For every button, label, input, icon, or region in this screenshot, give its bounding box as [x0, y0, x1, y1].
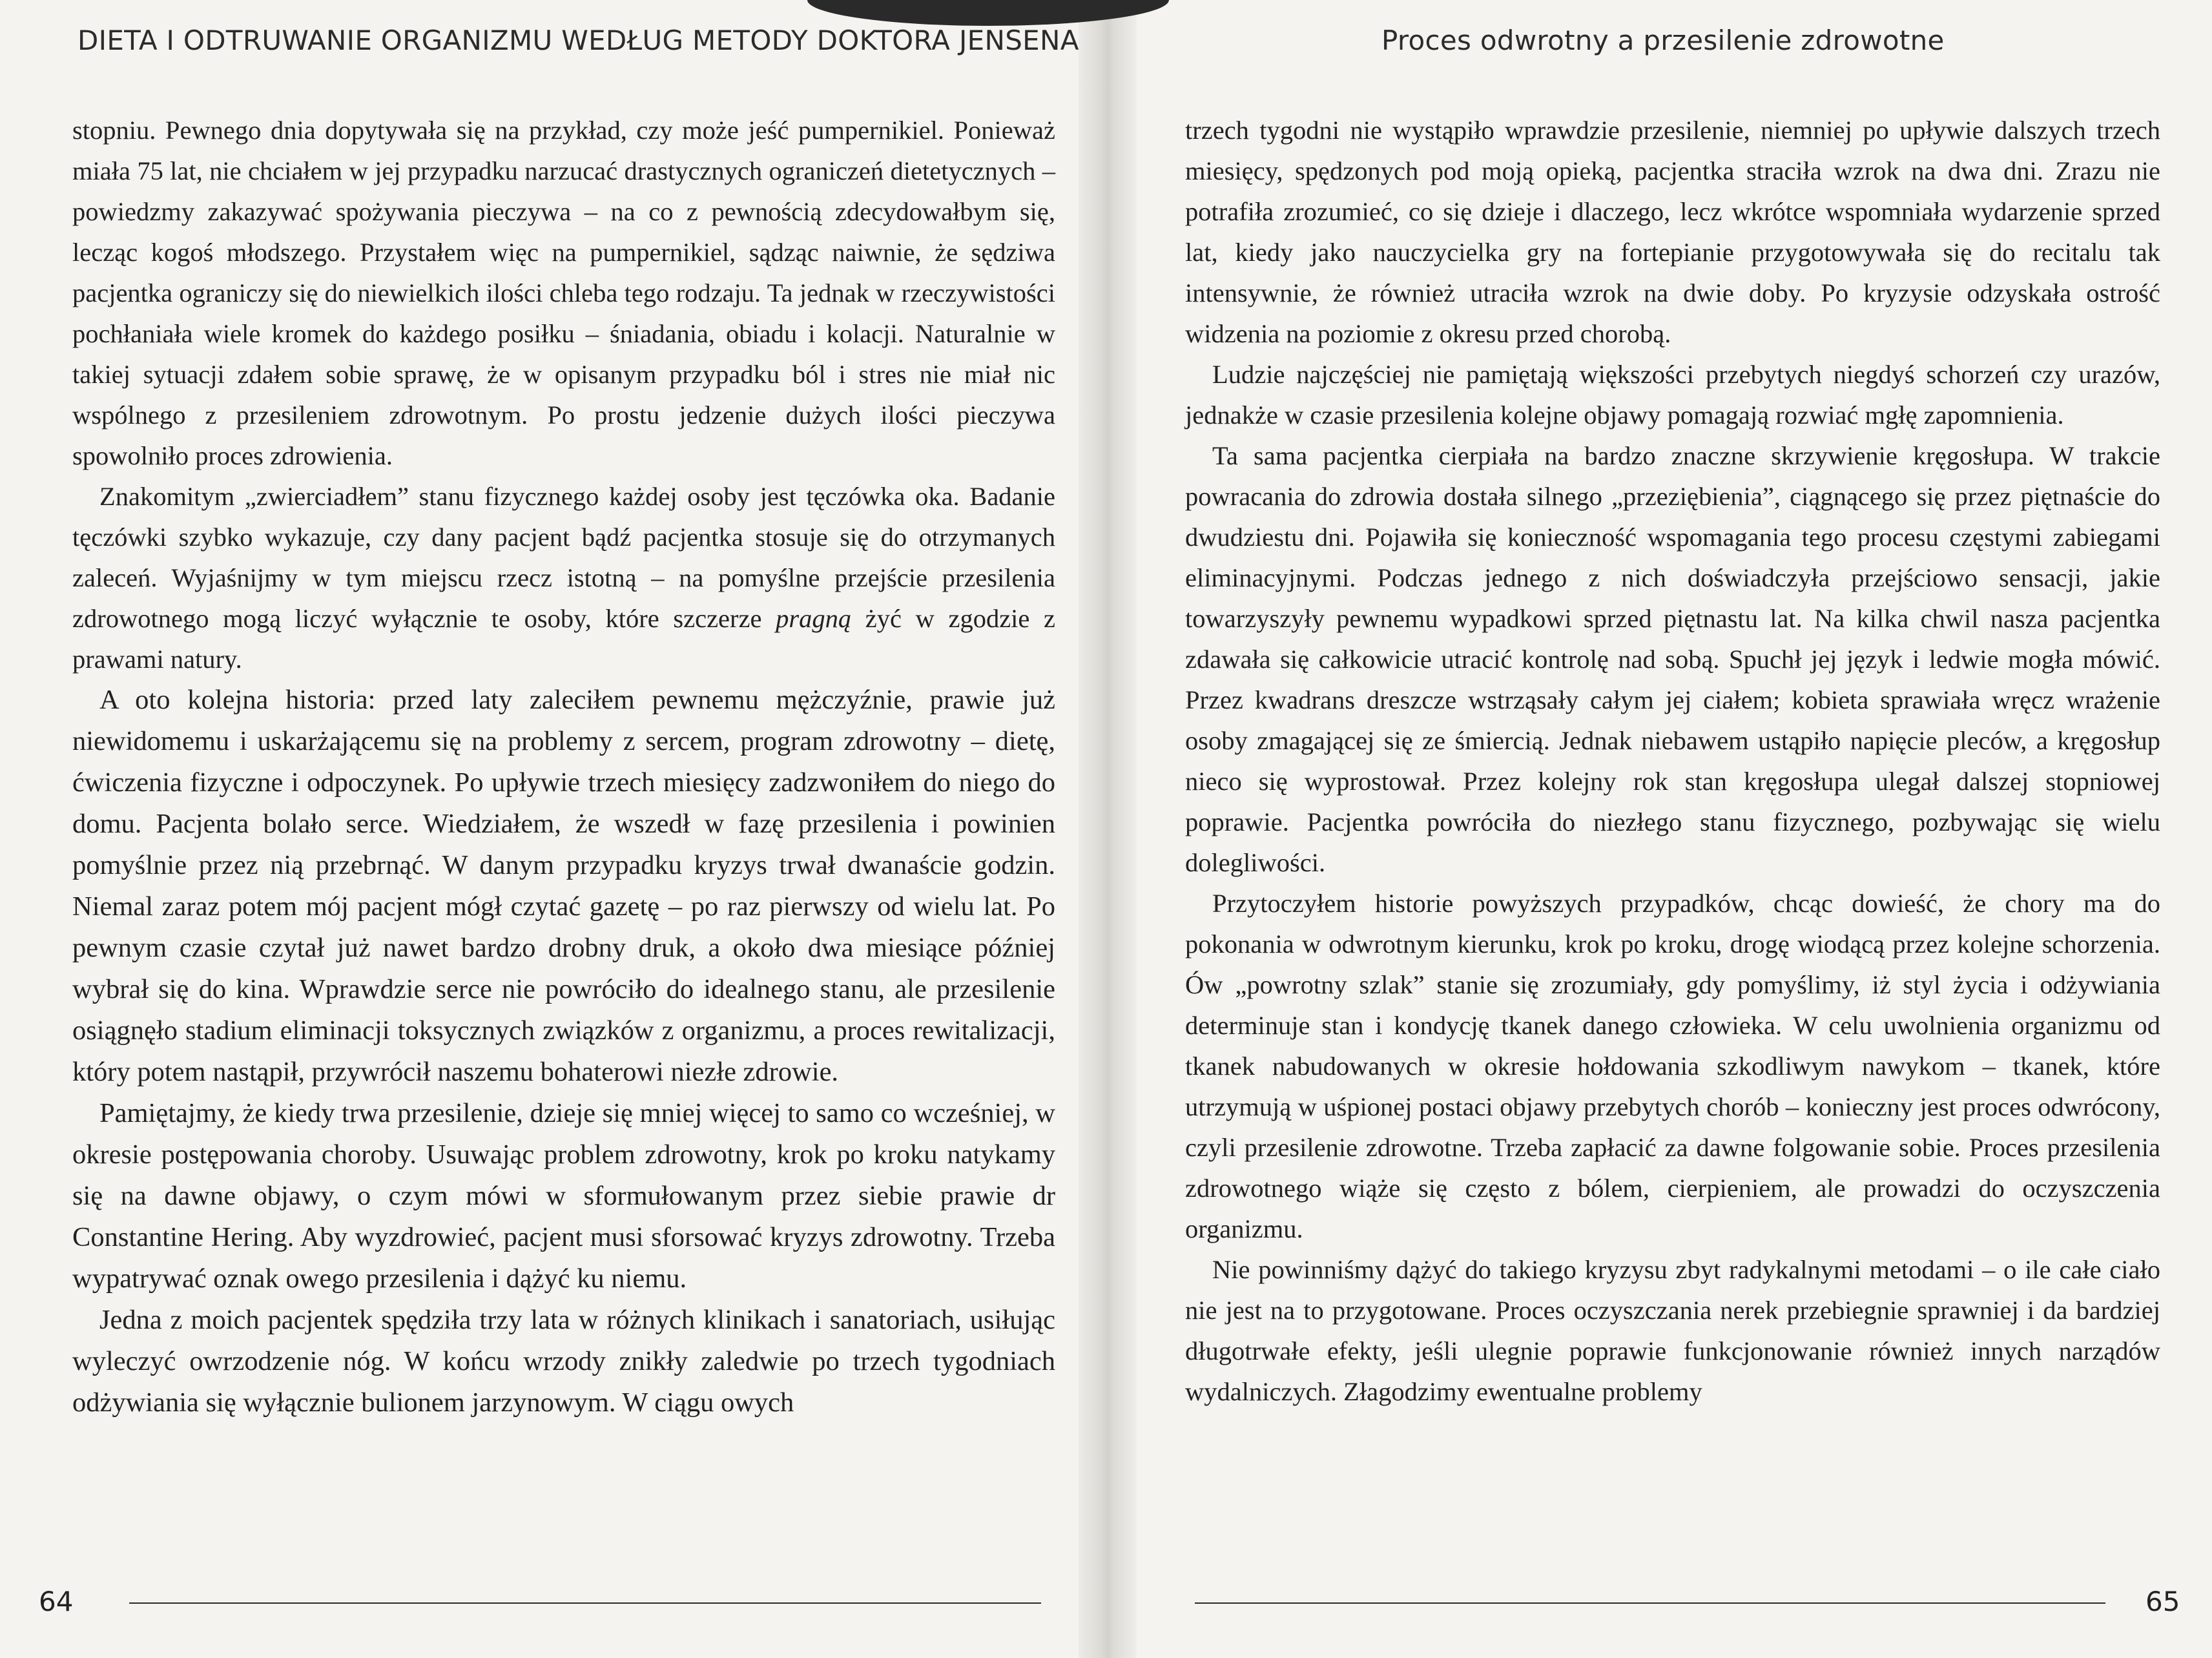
left-running-head: DIETA I ODTRUWANIE ORGANIZMU WEDŁUG METODY DOKTORA JENSENA — [78, 25, 1079, 56]
right-page — [1130, 0, 2212, 1658]
right-running-head: Proces odwrotny a przesilenie zdrowotne — [1381, 25, 1945, 56]
paragraph: trzech tygodni nie wystąpiło wprawdzie przesilenie, niemniej po upływie dalszych trzech miesięcy, spędzonych pod moją opieką, pacjentka straciła wzrok na dwa dni. Zrazu nie potrafiła zrozumieć, co się dzieje i dlaczego, lecz wkrótce wspomniała wydarzenie sprzed lat, kiedy jako nauczycielka gry na fortepianie przygotowywała się do recitalu tak intensywnie, że również utraciła wzrok na dwie doby. Po kryzysie odzyskała ostrość widzenia na poziomie z okresu przed chorobą. — [1185, 116, 2160, 348]
paragraph-text: Znakomitym „zwierciadłem” stanu fizycznego każdej osoby jest tęczówka oka. Badanie tęczówki szybko wykazuje, czy dany pacjent bądź pacjentka stosuje się do otrzymanych zaleceń. Wyjaśnijmy w tym miejscu rzecz istotną – na pomyślne przejście przesilenia zdrowotnego mogą liczyć wyłącznie te osoby, które szczerze — [72, 482, 1055, 633]
paragraph — [72, 476, 1055, 679]
paragraph: Pamiętajmy, że kiedy trwa przesilenie, dzieje się mniej więcej to samo co wcześniej, w okresie postępowania choroby. Usuwając problem zdrowotny, krok po kroku natykamy się na dawne objawy, o czym mówi w sformułowanym przez siebie prawie dr Constantine Hering. Aby wyzdrowieć, pacjent musi sforsować kryzys zdrowotny. Trzeba wypatrywać oznak owego przesilenia i dążyć ku niemu. — [72, 1098, 1055, 1294]
right-body-text — [1185, 110, 2160, 1412]
paragraph: A oto kolejna historia: przed laty zaleciłem pewnemu mężczyźnie, prawie już niewidomemu i uskarżającemu się na problemy z sercem, program zdrowotny – dietę, ćwiczenia fizyczne i odpoczynek. Po upływie trzech miesięcy zadzwoniłem do niego do domu. Pacjenta bolało serce. Wiedziałem, że wszedł w fazę przesilenia i powinien pomyślnie przez nią przebrnąć. W danym przypadku kryzys trwał dwanaście godzin. Niemal zaraz potem mój pacjent mógł czytać gazetę – po raz pierwszy od wielu lat. Po pewnym czasie czytał już nawet bardzo drobny druk, a około dwa miesiące później wybrał się do kina. Wprawdzie serce nie powróciło do idealnego stanu, ale przesilenie osiągnęło stadium eliminacji toksycznych związków z organizmu, a proces rewitalizacji, który potem nastąpił, przywrócił naszemu bohaterowi niezłe zdrowie. — [72, 685, 1055, 1087]
right-page-number: 65 — [2145, 1586, 2180, 1617]
left-body-text — [72, 110, 1055, 1424]
paragraph-text-after: żyć w zgodzie z prawami natury. — [72, 604, 1056, 674]
left-page-number: 64 — [39, 1586, 74, 1617]
left-page — [0, 0, 1091, 1658]
left-footer-rule — [129, 1602, 1041, 1604]
paragraph: stopniu. Pewnego dnia dopytywała się na przykład, czy może jeść pumpernikiel. Ponieważ miała 75 lat, nie chciałem w jej przypadku narzucać drastycznych ograniczeń dietetycznych – powiedzmy zakazywać spożywania pieczywa – na co z pewnością zdecydowałbym się, lecząc kogoś młodszego. Przystałem więc na pumpernikiel, sądząc naiwnie, że sędziwa pacjentka ograniczy się do niewielkich ilości chleba tego rodzaju. Ta jednak w rzeczywistości pochłaniała wiele kromek do każdego posiłku – śniadania, obiadu i kolacji. Naturalnie w takiej sytuacji zdałem sobie sprawę, że w opisanym przypadku ból i stres nie miał nic wspólnego z przesileniem zdrowotnym. Po prostu jedzenie dużych ilości pieczywa spowolniło proces zdrowienia. — [72, 116, 1055, 470]
right-footer-rule — [1195, 1602, 2105, 1604]
paragraph: Ludzie najczęściej nie pamiętają większości przebytych niegdyś schorzeń czy urazów, jednakże w czasie przesilenia kolejne objawy pomagają rozwiać mgłę zapomnienia. — [1185, 360, 2160, 430]
emphasis-word: pragną — [776, 604, 852, 633]
paragraph: Jedna z moich pacjentek spędziła trzy lata w różnych klinikach i sanatoriach, usiłując wyleczyć owrzodzenie nóg. W końcu wrzody znikły zaledwie po trzech tygodniach odżywiania się wyłącznie bulionem jarzynowym. W ciągu owych — [72, 1305, 1055, 1418]
paragraph: Ta sama pacjentka cierpiała na bardzo znaczne skrzywienie kręgosłupa. W trakcie powracania do zdrowia dostała silnego „przeziębienia”, ciągnącego się przez piętnaście do dwudziestu dni. Pojawiła się konieczność wspomagania tego procesu częstymi zabiegami eliminacyjnymi. Podczas jednego z nich doświadczyła przejściowo sensacji, jakie towarzyszyły pewnemu wypadkowi sprzed piętnastu lat. Na kilka chwil nasza pacjentka zdawała się całkowicie utracić kontrolę nad sobą. Spuchł jej język i ledwie mogła mówić. Przez kwadrans dreszcze wstrząsały całym jej ciałem; kobieta sprawiała wręcz wrażenie osoby zmagającej się ze śmiercią. Jednak niebawem ustąpiło napięcie pleców, a kręgosłup nieco się wyprostował. Przez kolejny rok stan kręgosłupa ulegał dalszej stopniowej poprawie. Pacjentka powróciła do niezłego stanu fizycznego, pozbywając się wielu dolegliwości. — [1185, 441, 2160, 877]
paragraph: Przytoczyłem historie powyższych przypadków, chcąc dowieść, że chory ma do pokonania w odwrotnym kierunku, krok po kroku, drogę wiodącą przez kolejne schorzenia. Ów „powrotny szlak” stanie się zrozumiały, gdy pomyślimy, iż styl życia i odżywiania determinuje stan i kondycję tkanek danego człowieka. W celu uwolnienia organizmu od tkanek nabudowanych w okresie hołdowania szkodliwym nawykom – tkanek, które utrzymują w uśpionej postaci objawy przebytych chorób – konieczny jest proces odwrócony, czyli przesilenie zdrowotne. Trzeba zapłacić za dawne folgowanie sobie. Proces przesilenia zdrowotnego wiąże się często z bólem, cierpieniem, ale prowadzi do oczyszczenia organizmu. — [1185, 889, 2160, 1243]
paragraph: Nie powinniśmy dążyć do takiego kryzysu zbyt radykalnymi metodami – o ile całe ciało nie jest na to przygotowane. Proces oczyszczania nerek przebiegnie sprawniej i da bardziej długotrwałe efekty, jeśli ulegnie poprawie funkcjonowanie również innych narządów wydalniczych. Złagodzimy ewentualne problemy — [1185, 1255, 2160, 1406]
